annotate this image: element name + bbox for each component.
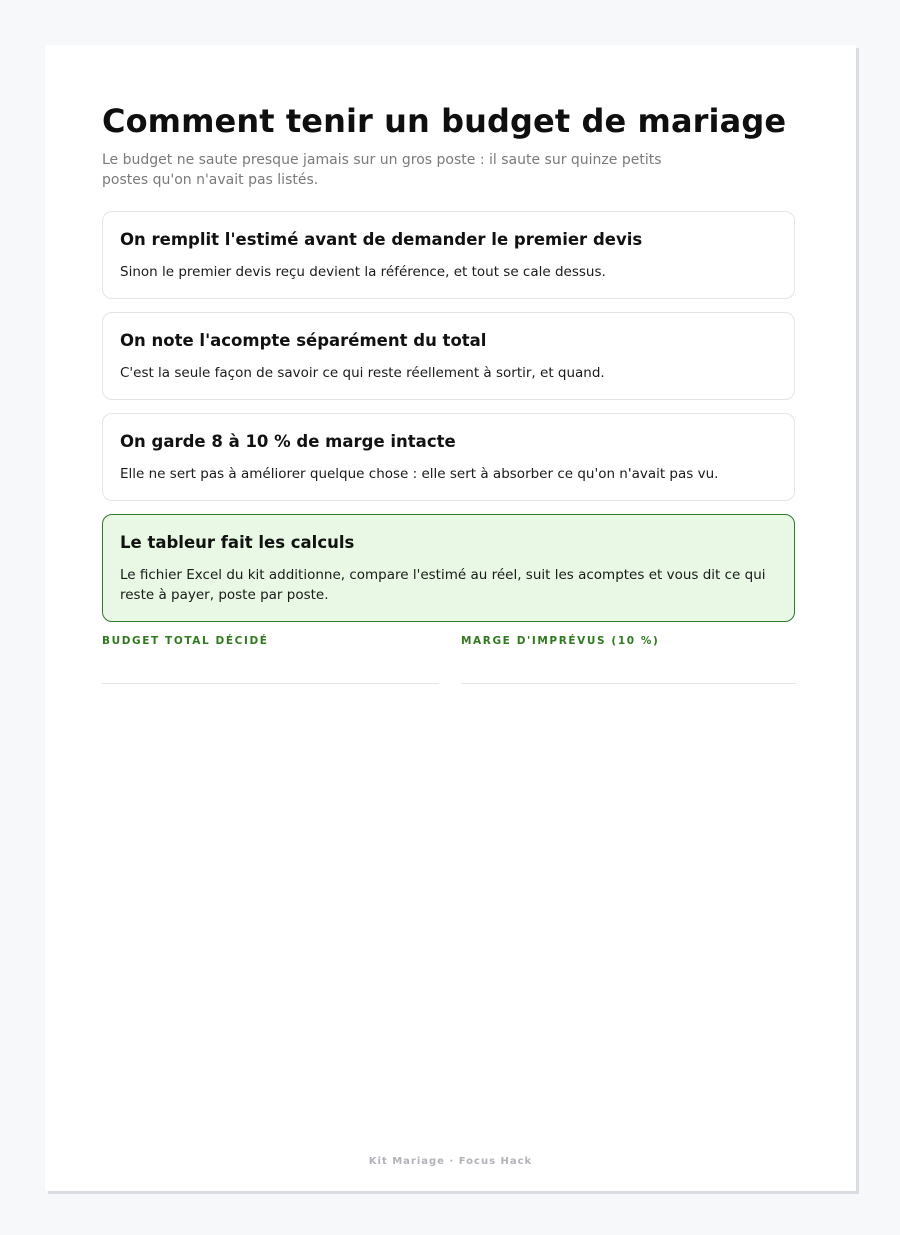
- marge-imprevus-label: MARGE D'IMPRÉVUS (10 %): [461, 635, 660, 647]
- budget-total-line: [102, 683, 439, 684]
- document-page: [45, 45, 856, 1191]
- tip-card-estime: [102, 211, 795, 299]
- tip-card-body: Sinon le premier devis reçu devient la référence, et tout se cale dessus.: [120, 264, 606, 280]
- tip-card-tableur: [102, 514, 795, 622]
- tip-card-acompte: [102, 312, 795, 400]
- tip-card-title: On remplit l'estimé avant de demander le premier devis: [120, 230, 643, 249]
- marge-imprevus-field[interactable]: [461, 635, 659, 647]
- tip-card-body: Elle ne sert pas à améliorer quelque chose : elle sert à absorber ce qu'on n'avait pas vu.: [120, 466, 719, 482]
- tip-card-title: Le tableur fait les calculs: [120, 533, 355, 552]
- page-subtitle: Le budget ne saute presque jamais sur un gros poste : il saute sur quinze petits postes qu'on n'avait pas listés.: [102, 152, 662, 188]
- budget-total-field[interactable]: [102, 635, 269, 647]
- tip-card-marge: [102, 413, 795, 501]
- tip-card-body: C'est la seule façon de savoir ce qui reste réellement à sortir, et quand.: [120, 365, 605, 381]
- tip-card-title: On garde 8 à 10 % de marge intacte: [120, 432, 456, 451]
- tip-card-body: Le fichier Excel du kit additionne, compare l'estimé au réel, suit les acomptes et vous dit ce qui reste à payer, poste par poste.: [120, 567, 766, 603]
- budget-total-label: BUDGET TOTAL DÉCIDÉ: [102, 635, 269, 647]
- page-footer: Kit Mariage · Focus Hack: [368, 1156, 533, 1167]
- marge-imprevus-line: [461, 683, 796, 684]
- tip-card-title: On note l'acompte séparément du total: [120, 331, 487, 350]
- page-title: Comment tenir un budget de mariage: [102, 102, 787, 140]
